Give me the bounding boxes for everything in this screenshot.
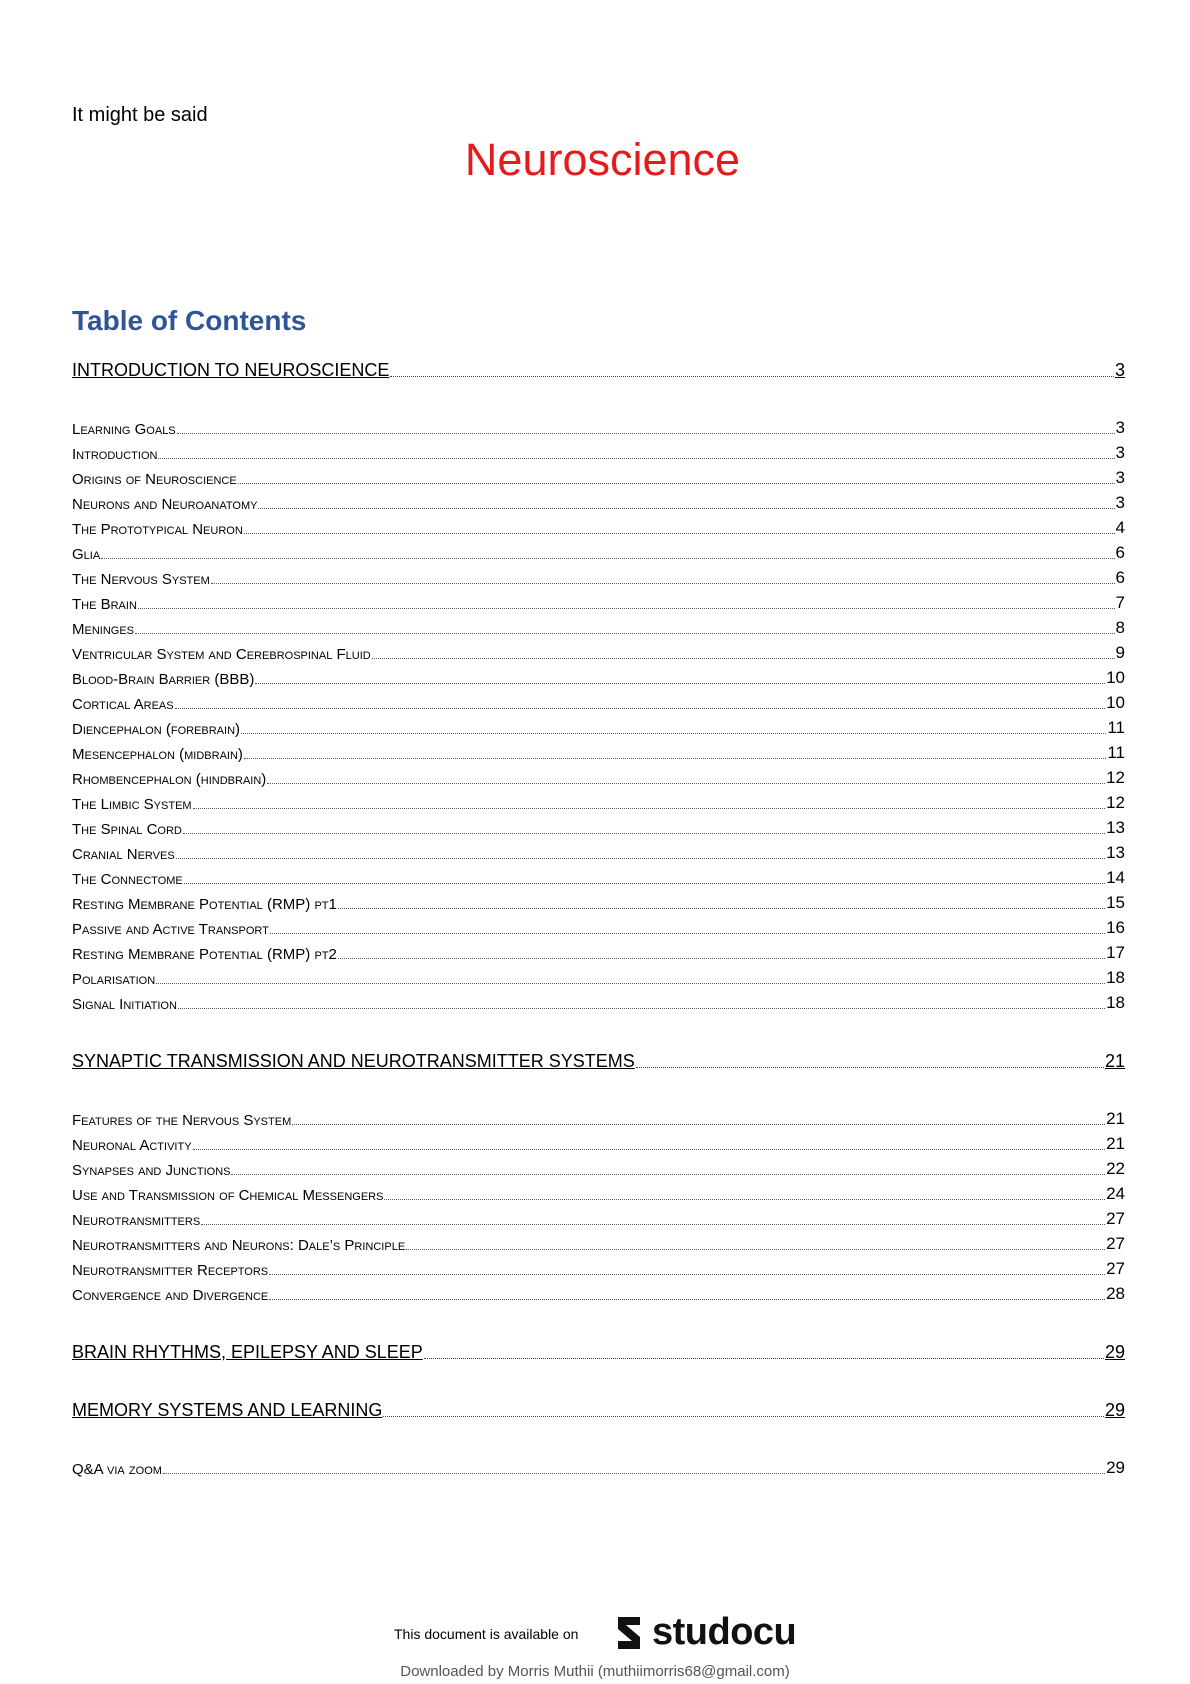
toc-entry-page: 12: [1106, 768, 1125, 787]
toc-dot-leader: [135, 633, 1115, 634]
toc-dot-leader: [258, 508, 1114, 509]
toc-dot-leader: [178, 1008, 1105, 1009]
toc-section-entry[interactable]: [72, 443, 1125, 463]
toc-dot-leader: [201, 1224, 1105, 1225]
toc-dot-leader: [211, 583, 1115, 584]
toc-entry-page: 6: [1115, 543, 1125, 562]
toc-section-entry[interactable]: [72, 718, 1125, 738]
toc-dot-leader: [163, 1473, 1105, 1474]
studocu-logo[interactable]: [612, 1611, 796, 1654]
toc-dot-leader: [193, 808, 1106, 809]
toc-section-entry[interactable]: [72, 893, 1125, 913]
toc-entry-page: 21: [1106, 1109, 1125, 1128]
studocu-brand: studocu: [652, 1611, 797, 1653]
toc-dot-leader: [138, 608, 1115, 609]
toc-entry-label: Polarisation: [72, 971, 156, 988]
toc-entry-page: 29: [1104, 1342, 1125, 1362]
toc-chapter-entry[interactable]: [72, 1051, 1125, 1072]
toc-section-entry[interactable]: [72, 618, 1125, 638]
toc-entry-page: 14: [1106, 868, 1125, 887]
toc-entry-page: 11: [1107, 718, 1125, 737]
toc-entry-label: Diencephalon (forebrain): [72, 721, 241, 738]
toc-chapter-entry[interactable]: [72, 360, 1125, 381]
document-title: Neuroscience: [464, 134, 741, 185]
toc-dot-leader: [338, 908, 1105, 909]
toc-dot-leader: [636, 1067, 1104, 1068]
toc-dot-leader: [255, 683, 1105, 684]
toc-entry-label: Neurotransmitters and Neurons: Dale’s Principle: [72, 1237, 406, 1254]
toc-section-entry[interactable]: [72, 818, 1125, 838]
toc-section-entry[interactable]: [72, 1284, 1125, 1304]
toc-dot-leader: [269, 1299, 1105, 1300]
toc-entry-label: The Spinal Cord: [72, 821, 182, 838]
toc-entry-page: 8: [1115, 618, 1125, 637]
toc-entry-label: Cranial Nerves: [72, 846, 175, 863]
toc-dot-leader: [183, 833, 1105, 834]
toc-entry-page: 24: [1106, 1184, 1125, 1203]
toc-entry-page: 27: [1106, 1259, 1125, 1278]
toc-section-entry[interactable]: [72, 593, 1125, 613]
toc-heading: Table of Contents: [72, 305, 307, 336]
toc-entry-label: Convergence and Divergence: [72, 1287, 269, 1304]
toc-entry-page: 7: [1115, 593, 1125, 612]
toc-entry-label: Use and Transmission of Chemical Messengers: [72, 1187, 384, 1204]
toc-entry-label: Rhombencephalon (hindbrain): [72, 771, 267, 788]
toc-dot-leader: [193, 1149, 1106, 1150]
toc-section-entry[interactable]: [72, 1259, 1125, 1279]
toc-entry-page: 12: [1106, 793, 1125, 812]
toc-dot-leader: [424, 1358, 1104, 1359]
toc-entry-page: 28: [1106, 1284, 1125, 1303]
toc-dot-leader: [292, 1124, 1105, 1125]
toc-dot-leader: [241, 733, 1106, 734]
toc-entry-label: Learning Goals: [72, 421, 176, 438]
toc-entry-label: Neurotransmitters: [72, 1212, 201, 1229]
toc-section-entry[interactable]: [72, 418, 1125, 438]
toc-entry-label: Neurons and Neuroanatomy: [72, 496, 258, 513]
toc-section-entry[interactable]: [72, 1109, 1125, 1129]
toc-section-entry[interactable]: [72, 993, 1125, 1013]
toc-section-entry[interactable]: [72, 793, 1125, 813]
toc-dot-leader: [176, 858, 1105, 859]
toc-entry-page: 6: [1115, 568, 1125, 587]
toc-entry-page: 3: [1115, 418, 1125, 437]
toc-entry-label: Passive and Active Transport: [72, 921, 269, 938]
toc-entry-page: 22: [1106, 1159, 1125, 1178]
toc-section-entry[interactable]: [72, 1159, 1125, 1179]
toc-entry-page: 10: [1106, 668, 1125, 687]
toc-dot-leader: [270, 933, 1105, 934]
toc-section-entry[interactable]: [72, 668, 1125, 688]
toc-entry-label: The Nervous System: [72, 571, 210, 588]
toc-chapter-entry[interactable]: [72, 1342, 1125, 1363]
pre-title: It might be said: [72, 104, 208, 126]
toc-dot-leader: [338, 958, 1105, 959]
toc-entry-label: Synapses and Junctions: [72, 1162, 231, 1179]
toc-entry-label: Blood-Brain Barrier (BBB): [72, 671, 255, 688]
toc-entry-label: Resting Membrane Potential (RMP) pt1: [72, 896, 337, 913]
toc-entry-page: 13: [1106, 818, 1125, 837]
toc-entry-page: 27: [1106, 1209, 1125, 1228]
toc-section-entry[interactable]: [72, 843, 1125, 863]
toc-entry-label: Cortical Areas: [72, 696, 174, 713]
toc-dot-leader: [175, 708, 1105, 709]
toc-entry-page: 13: [1106, 843, 1125, 862]
toc-entry-label: Neuronal Activity: [72, 1137, 192, 1154]
toc-section-entry[interactable]: [72, 1184, 1125, 1204]
toc-entry-label: Q&A via zoom: [72, 1461, 162, 1478]
toc-dot-leader: [406, 1249, 1105, 1250]
toc-section-entry[interactable]: [72, 1134, 1125, 1154]
toc-section-entry[interactable]: [72, 568, 1125, 588]
toc-section-entry[interactable]: [72, 968, 1125, 988]
toc-dot-leader: [383, 1416, 1104, 1417]
toc-entry-page: 4: [1115, 518, 1125, 537]
toc-section-entry[interactable]: [72, 543, 1125, 563]
toc-entry-page: 3: [1114, 360, 1125, 380]
toc-entry-label: Introduction: [72, 446, 158, 463]
toc-entry-label: BRAIN RHYTHMS, EPILEPSY AND SLEEP: [72, 1342, 423, 1362]
toc-entry-page: 10: [1106, 693, 1125, 712]
toc-entry-label: Glia: [72, 546, 101, 563]
toc-entry-page: 3: [1115, 493, 1125, 512]
toc-entry-label: The Brain: [72, 596, 137, 613]
toc-entry-page: 29: [1104, 1400, 1125, 1420]
toc-entry-page: 18: [1106, 968, 1125, 987]
toc-dot-leader: [244, 758, 1106, 759]
toc-dot-leader: [244, 533, 1115, 534]
toc-entry-page: 21: [1106, 1134, 1125, 1153]
toc-entry-page: 3: [1115, 443, 1125, 462]
toc-section-entry[interactable]: [72, 918, 1125, 938]
toc-entry-page: 15: [1106, 893, 1125, 912]
toc-section-entry[interactable]: [72, 868, 1125, 888]
toc-dot-leader: [267, 783, 1105, 784]
toc-section-entry[interactable]: [72, 643, 1125, 663]
toc-entry-label: Resting Membrane Potential (RMP) pt2: [72, 946, 337, 963]
toc-entry-label: The Connectome: [72, 871, 183, 888]
toc-entry-label: Meninges: [72, 621, 135, 638]
toc-entry-page: 18: [1106, 993, 1125, 1012]
toc-dot-leader: [177, 433, 1115, 434]
toc-dot-leader: [231, 1174, 1105, 1175]
toc-section-entry[interactable]: [72, 1234, 1125, 1254]
toc-dot-leader: [269, 1274, 1105, 1275]
toc-entry-page: 17: [1106, 943, 1125, 962]
toc-entry-page: 9: [1115, 643, 1125, 662]
toc-dot-leader: [101, 558, 1114, 559]
toc-entry-label: MEMORY SYSTEMS AND LEARNING: [72, 1400, 383, 1420]
toc-section-entry[interactable]: [72, 1209, 1125, 1229]
toc-section-entry[interactable]: [72, 468, 1125, 488]
toc-entry-label: The Prototypical Neuron: [72, 521, 243, 538]
toc-entry-label: Signal Initiation: [72, 996, 177, 1013]
toc-entry-page: 3: [1115, 468, 1125, 487]
toc-entry-label: INTRODUCTION TO NEUROSCIENCE: [72, 360, 390, 380]
toc-section-entry[interactable]: [72, 1458, 1125, 1478]
toc-entry-label: Origins of Neuroscience: [72, 471, 237, 488]
toc-entry-label: Neurotransmitter Receptors: [72, 1262, 269, 1279]
toc-section-entry[interactable]: [72, 518, 1125, 538]
footer-downloaded-by: Downloaded by Morris Muthii (muthiimorris68@gmail.com): [400, 1663, 790, 1680]
toc-entry-label: Mesencephalon (midbrain): [72, 746, 243, 763]
toc-entry-page: 27: [1106, 1234, 1125, 1253]
toc-chapter-entry[interactable]: [72, 1400, 1125, 1421]
studocu-s-icon: [612, 1613, 646, 1653]
toc-dot-leader: [372, 658, 1115, 659]
toc-dot-leader: [384, 1199, 1105, 1200]
toc-dot-leader: [156, 983, 1105, 984]
toc-entry-label: The Limbic System: [72, 796, 192, 813]
toc-section-entry[interactable]: [72, 693, 1125, 713]
toc-entry-page: 11: [1107, 743, 1125, 762]
toc-dot-leader: [238, 483, 1115, 484]
toc-section-entry[interactable]: [72, 743, 1125, 763]
toc-dot-leader: [158, 458, 1114, 459]
footer-available-text: This document is available on: [394, 1626, 579, 1642]
toc-entry-label: Features of the Nervous System: [72, 1112, 292, 1129]
toc-entry-label: SYNAPTIC TRANSMISSION AND NEUROTRANSMITTER SYSTEMS: [72, 1051, 635, 1071]
toc-section-entry[interactable]: [72, 943, 1125, 963]
toc-entry-label: Ventricular System and Cerebrospinal Fluid: [72, 646, 371, 663]
toc-dot-leader: [390, 376, 1114, 377]
toc-section-entry[interactable]: [72, 768, 1125, 788]
toc-entry-page: 21: [1104, 1051, 1125, 1071]
toc-entry-page: 29: [1106, 1458, 1125, 1477]
toc-dot-leader: [184, 883, 1105, 884]
toc-entry-page: 16: [1106, 918, 1125, 937]
toc-section-entry[interactable]: [72, 493, 1125, 513]
